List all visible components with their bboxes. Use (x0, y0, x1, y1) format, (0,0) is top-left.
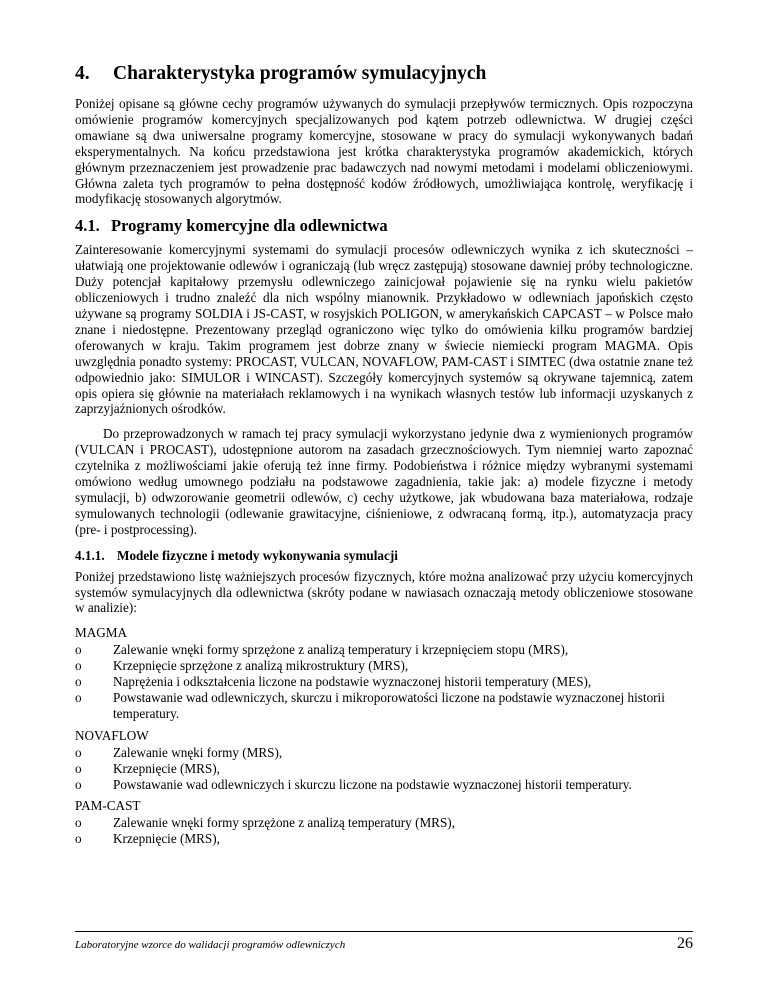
bullet-marker: o (75, 760, 82, 776)
bullet-marker: o (75, 674, 82, 690)
subsection-intro-paragraph: Poniżej przedstawiono listę ważniejszych procesów fizycznych, które można analizować przy użyciu komercyjnych systemów symulacyjnych dla odlewnictwa (skróty podane w nawiasach oznaczają metody obliczeniowe stosowane w analizie): (75, 568, 693, 616)
list-item: o Powstawanie wad odlewniczych i skurczu liczone na podstawie wyznaczonej historii temperatury. (75, 776, 632, 792)
list-item: o Krzepnięcie sprzężone z analizą mikrostruktury (MRS), (75, 658, 409, 674)
bullet-marker: o (75, 744, 82, 760)
program-name: PAM-CAST (75, 798, 141, 814)
bullet-marker: o (75, 658, 82, 674)
bullet-marker: o (75, 642, 82, 658)
chapter-title: Charakterystyka programów symulacyjnych (113, 63, 487, 84)
program-magma (75, 625, 693, 721)
page-number: 26 (677, 935, 693, 952)
bullet-marker: o (75, 776, 82, 792)
subsection-title: Modele fizyczne i metody wykonywania symulacji (117, 547, 398, 563)
program-pam-cast (75, 798, 693, 847)
list-item: o Krzepnięcie (MRS), (75, 831, 220, 847)
list-item: o Powstawanie wad odlewniczych, skurczu i mikroporowatości liczone na podstawie wyznaczonej historii temperatury. (75, 690, 665, 721)
chapter-number: 4. (75, 63, 90, 84)
list-item: o Zalewanie wnęki formy sprzężone z analizą temperatury (MRS), (75, 815, 455, 831)
program-novaflow (75, 728, 693, 793)
list-item: o Zalewanie wnęki formy (MRS), (75, 744, 283, 760)
list-item: o Naprężenia i odkształcenia liczone na podstawie wyznaczonej historii temperatury (MES), (75, 674, 592, 690)
chapter-intro-paragraph: Poniżej opisane są główne cechy programów używanych do symulacji przepływów termicznych. Opis rozpoczyna omówienie programów komercyjnych specjalizowanych pod kątem potrzeb odlewnictwa. W drugiej części omawiane są dwa uniwersalne programy komercyjne, stosowane w pracy do symulacji wykonywanych badań eksperymentalnych. Na końcu przedstawiona jest krótka charakterystyka programów akademickich, których głównym przeznaczeniem jest prowadzenie prac badawczych nad nowymi metodami i modelami obliczeniowymi. Główna zaleta tych programów to pełna dostępność kodów źródłowych, umożliwiająca kontrolę, weryfikację i modyfikację stosowanych algorytmów. (75, 96, 693, 207)
program-name: NOVAFLOW (75, 727, 149, 743)
section-paragraph-1: Zainteresowanie komercyjnymi systemami do symulacji procesów odlewniczych wynika z ich skuteczności – ułatwiają one projektowanie odlewów i ograniczają (lub wręcz zastępują) stosowane dawniej próby technologiczne. Duży potencjał kapitałowy przemysłu odlewniczego zainicjował pojawienie się na rynku wielu pakietów obliczeniowych i trudno znaleźć dla nich wspólny mianownik. Przykładowo w odlewniach japońskich często używane są programy SOLDIA i JS-CAST, w rosyjskich POLIGON, w amerykańskich CAPCAST – w Polsce mało znane i niedostępne. Prezentowany przegląd ograniczono więc tylko do omówienia kilku programów bardziej oferowanych w kraju. Takim programem jest dobrze znany w świecie niemiecki program MAGMA. Opis uwzględnia ponadto systemy: PROCAST, VULCAN, NOVAFLOW, PAM-CAST i SIMTEC (dwa ostatnie znane też odpowiednio jako: SIMULOR i WINCAST). Szczegóły komercyjnych systemów są okrywane tajemnicą, zatem opis opiera się głównie na materiałach reklamowych i na wynikach własnych testów lub informacji uzyskanych z zaprzyjaźnionych ośrodków. (75, 242, 693, 417)
subsection-heading (75, 547, 693, 564)
bullet-marker: o (75, 690, 82, 705)
section-title: Programy komercyjne dla odlewnictwa (111, 216, 388, 236)
section-paragraph-2: Do przeprowadzonych w ramach tej pracy symulacji wykorzystano jedynie dwa z wymienionych programów (VULCAN i PROCAST), udostępnione autorom na zasadach grzecznościowych. Tym niemniej warto zapoznać czytelnika z możliwościami jakie oferują też inne firmy. Podobieństwa i różnice między wybranymi systemami omówiono według umownego podziału na podstawowe zagadnienia, takie jak: a) modele fizyczne i metody symulacji, b) odwzorowanie geometrii odlewów, c) cechy użytkowe, jak wbudowana baza materiałowa, rodzaje symulowanych technologii (odlewanie grawitacyjne, ciśnieniowe, z odwracaną formą, itp.), automatyzacja pracy (pre- i postprocessing). (75, 426, 693, 537)
program-name: MAGMA (75, 625, 128, 641)
section-number: 4.1. (75, 216, 100, 236)
list-item: o Zalewanie wnęki formy sprzężone z analizą temperatury i krzepnięciem stopu (MRS), (75, 642, 569, 658)
subsection-number: 4.1.1. (75, 547, 105, 563)
page-footer (75, 931, 693, 953)
bullet-marker: o (75, 831, 82, 847)
section-heading (75, 216, 693, 236)
list-item: o Krzepnięcie (MRS), (75, 760, 220, 776)
chapter-heading (75, 62, 693, 86)
footer-title: Laboratoryjne wzorce do walidacji programów odlewniczych (75, 939, 346, 951)
page-content (75, 62, 693, 848)
bullet-marker: o (75, 815, 82, 831)
